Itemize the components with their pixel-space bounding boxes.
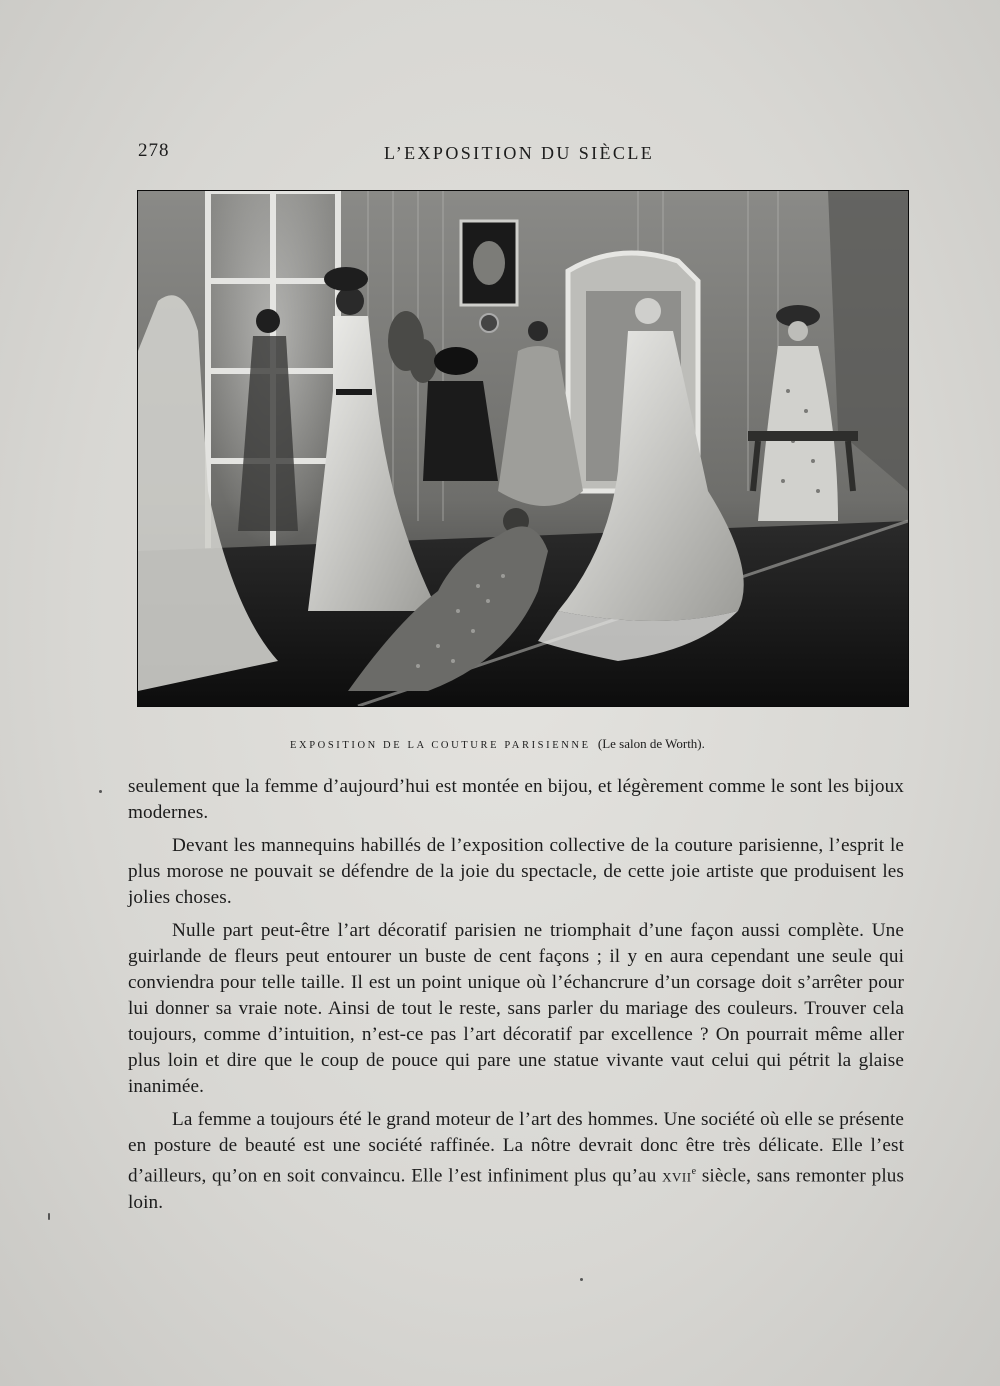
ink-speck <box>580 1278 583 1281</box>
paragraph-2: Devant les mannequins habillés de l’exposition collective de la couture parisienne, l’esprit le plus morose ne pouvait se défendre de la joie du spectacle, de cette joie artiste que produisent les jolies choses. <box>128 835 904 908</box>
caption-subtitle: (Le salon de Worth). <box>597 736 705 751</box>
photograph-drawing <box>138 191 908 706</box>
photograph-worth-salon <box>137 190 909 707</box>
caption-title: EXPOSITION DE LA COUTURE PARISIENNE <box>290 740 591 751</box>
century-superscript: e <box>691 1166 697 1177</box>
paragraph-4 <box>128 1107 904 1216</box>
paragraph-4-main: La femme a toujours été le grand moteur de l’art des hommes. Une société où elle se présente en posture de beauté est une société raffinée. La nôtre devrait donc être très délicate. Elle l’est d’ailleurs, qu’on en soit convaincu. Elle l’est infiniment plus qu’au <box>128 1109 904 1187</box>
paragraph-4-end: siècle, sans remonter plus loin. <box>128 1165 905 1214</box>
body-text <box>128 774 904 1216</box>
ink-speck <box>99 790 102 793</box>
paragraph-3: Nulle part peut-être l’art décoratif parisien ne triomphait d’une façon aussi complète. Une guirlande de fleurs peut entourer un buste de cent façons ; il y en aura cependant une seule qui conviendra pour telle taille. Il est un point unique où l’échancrure d’un corsage doit s’arrêter pour lui donner sa vraie note. Ainsi de tout le reste, sans parler du mariage des couleurs. Trouver cela toujours, comme d’intuition, n’est-ce pas l’art décoratif par excellence ? On pourrait même aller plus loin et dire que le coup de pouce qui pare une statue vivante vaut celui qui pétrit la glaise inanimée. <box>128 920 904 1097</box>
ink-speck <box>48 1213 50 1220</box>
page-number: 278 <box>138 140 170 161</box>
running-title: L’EXPOSITION DU SIÈCLE <box>384 143 655 163</box>
century-numeral: XVII <box>662 1169 692 1185</box>
paragraph-1: seulement que la femme d’aujourd’hui est montée en bijou, et légèrement comme le sont les bijoux modernes. <box>128 776 904 823</box>
photo-caption <box>290 736 760 752</box>
